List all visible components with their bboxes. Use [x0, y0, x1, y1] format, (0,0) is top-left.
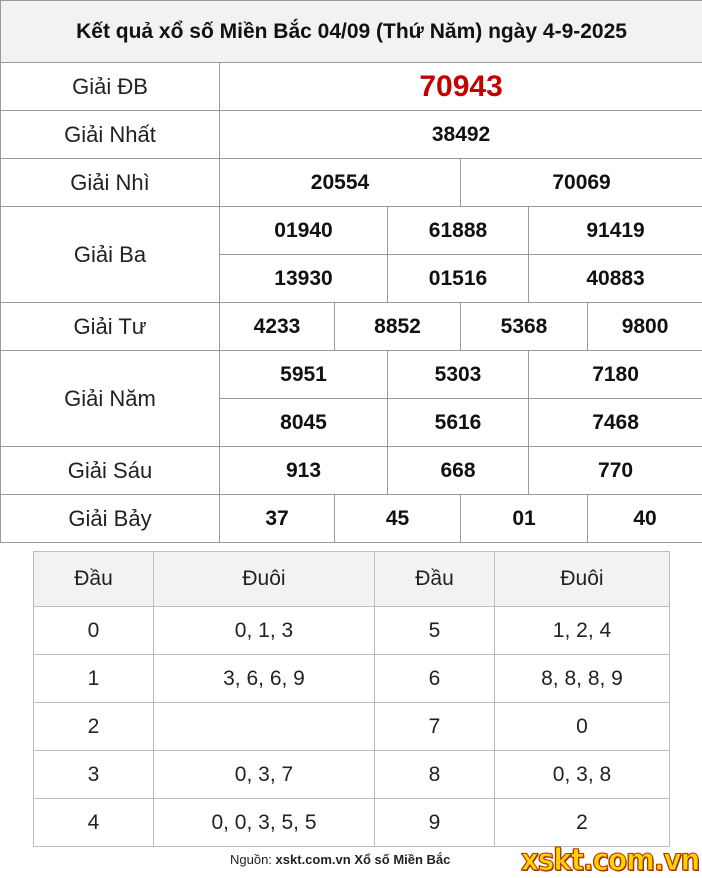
head-digit: 0 — [34, 607, 154, 655]
tail-digits: 0, 3, 8 — [495, 751, 670, 799]
prize-label: Giải Tư — [1, 303, 220, 351]
source-prefix: Nguồn: — [230, 852, 276, 867]
table-row — [34, 607, 670, 655]
prize-row-nhat — [1, 111, 702, 159]
prize-number: 5951 — [220, 351, 388, 399]
tail-digits: 0, 1, 3 — [154, 607, 375, 655]
prize-number: 668 — [388, 447, 529, 495]
prize-number: 01940 — [220, 207, 388, 255]
tail-digits: 0 — [495, 703, 670, 751]
tail-digits — [154, 703, 375, 751]
prize-label: Giải Sáu — [1, 447, 220, 495]
prize-number: 770 — [529, 447, 702, 495]
prize-number: 5616 — [388, 399, 529, 447]
column-header: Đuôi — [495, 552, 670, 607]
tail-digits: 0, 0, 3, 5, 5 — [154, 799, 375, 847]
tail-digits: 1, 2, 4 — [495, 607, 670, 655]
prize-number: 91419 — [529, 207, 702, 255]
head-digit: 6 — [375, 655, 495, 703]
head-digit: 3 — [34, 751, 154, 799]
prize-row-nhi — [1, 159, 702, 207]
prize-number: 45 — [335, 495, 461, 543]
tail-digits: 0, 3, 7 — [154, 751, 375, 799]
prize-label: Giải Bảy — [1, 495, 220, 543]
source-link[interactable]: xskt.com.vn — [275, 852, 351, 867]
prize-number: 7468 — [529, 399, 702, 447]
head-tail-table — [33, 551, 670, 847]
head-digit: 2 — [34, 703, 154, 751]
prize-number: 70069 — [461, 159, 702, 207]
prize-number: 40 — [588, 495, 702, 543]
prize-number: 7180 — [529, 351, 702, 399]
prize-label: Giải Năm — [1, 351, 220, 447]
tail-digits: 3, 6, 6, 9 — [154, 655, 375, 703]
column-header: Đầu — [375, 552, 495, 607]
prize-label: Giải Nhì — [1, 159, 220, 207]
source-suffix: Xổ số Miền Bắc — [350, 852, 451, 867]
prize-number: 01516 — [388, 255, 529, 303]
prize-row-bay — [1, 495, 702, 543]
tail-digits: 8, 8, 8, 9 — [495, 655, 670, 703]
table-row — [34, 703, 670, 751]
table-row — [34, 751, 670, 799]
prize-number: 61888 — [388, 207, 529, 255]
head-digit: 8 — [375, 751, 495, 799]
prize-label: Giải Ba — [1, 207, 220, 303]
prize-row-db — [1, 63, 702, 111]
prize-number: 9800 — [588, 303, 702, 351]
prize-row-nam — [1, 351, 702, 399]
tail-digits: 2 — [495, 799, 670, 847]
prize-number: 5368 — [461, 303, 588, 351]
head-digit: 5 — [375, 607, 495, 655]
site-logo[interactable]: xskt.com.vn — [521, 843, 700, 878]
page-title: Kết quả xổ số Miền Bắc 04/09 (Thứ Năm) ngày 4-9-2025 — [1, 1, 702, 63]
prize-number: 8852 — [335, 303, 461, 351]
prize-number: 01 — [461, 495, 588, 543]
prize-row-sau — [1, 447, 702, 495]
prize-row-tu — [1, 303, 702, 351]
head-digit: 7 — [375, 703, 495, 751]
table-row — [34, 655, 670, 703]
prize-number: 37 — [220, 495, 335, 543]
special-prize-number: 70943 — [220, 63, 702, 111]
head-digit: 9 — [375, 799, 495, 847]
prize-number: 4233 — [220, 303, 335, 351]
column-header: Đuôi — [154, 552, 375, 607]
prize-number: 40883 — [529, 255, 702, 303]
prize-label: Giải Nhất — [1, 111, 220, 159]
table-row — [34, 799, 670, 847]
prize-number: 8045 — [220, 399, 388, 447]
prize-label: Giải ĐB — [1, 63, 220, 111]
prize-number: 38492 — [220, 111, 702, 159]
head-digit: 4 — [34, 799, 154, 847]
head-digit: 1 — [34, 655, 154, 703]
source-credit — [230, 852, 450, 867]
prize-number: 913 — [220, 447, 388, 495]
prize-number: 20554 — [220, 159, 461, 207]
head-tail-header-row — [34, 552, 670, 607]
column-header: Đầu — [34, 552, 154, 607]
prize-row-ba — [1, 207, 702, 255]
prize-number: 5303 — [388, 351, 529, 399]
prize-number: 13930 — [220, 255, 388, 303]
